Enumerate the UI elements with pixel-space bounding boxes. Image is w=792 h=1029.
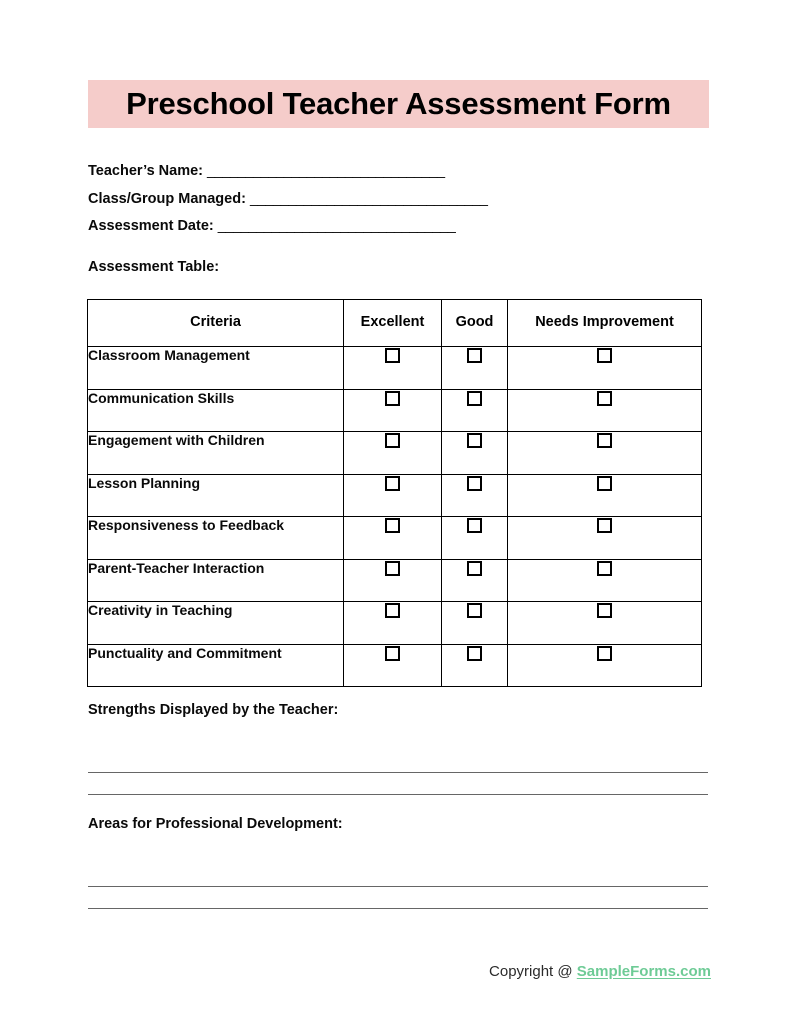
checkbox-empty-icon[interactable] <box>597 348 612 363</box>
checkbox-cell-excellent[interactable] <box>344 517 442 560</box>
checkbox-cell-needs-improvement[interactable] <box>508 432 702 475</box>
checkbox-cell-good[interactable] <box>442 474 508 517</box>
checkbox-empty-icon[interactable] <box>467 348 482 363</box>
column-header-criteria: Criteria <box>88 300 344 347</box>
footer <box>0 963 792 980</box>
column-header-needs-improvement: Needs Improvement <box>508 300 702 347</box>
checkbox-cell-excellent[interactable] <box>344 347 442 390</box>
checkbox-empty-icon[interactable] <box>597 391 612 406</box>
checkbox-empty-icon[interactable] <box>385 561 400 576</box>
checkbox-cell-needs-improvement[interactable] <box>508 559 702 602</box>
areas-write-line-1[interactable] <box>88 886 708 887</box>
checkbox-empty-icon[interactable] <box>467 433 482 448</box>
criteria-label: Lesson Planning <box>88 474 344 517</box>
field-teacher-name-input[interactable]: _______________________________ <box>207 163 445 179</box>
checkbox-empty-icon[interactable] <box>467 391 482 406</box>
checkbox-empty-icon[interactable] <box>385 476 400 491</box>
header-fields <box>88 158 728 241</box>
checkbox-cell-needs-improvement[interactable] <box>508 347 702 390</box>
checkbox-cell-good[interactable] <box>442 432 508 475</box>
field-teacher-name <box>88 158 728 186</box>
areas-write-line-2[interactable] <box>88 908 708 909</box>
checkbox-cell-excellent[interactable] <box>344 644 442 687</box>
checkbox-cell-good[interactable] <box>442 517 508 560</box>
field-class-group-label: Class/Group Managed: <box>88 190 246 207</box>
checkbox-cell-good[interactable] <box>442 347 508 390</box>
checkbox-cell-needs-improvement[interactable] <box>508 389 702 432</box>
criteria-label: Punctuality and Commitment <box>88 644 344 687</box>
checkbox-empty-icon[interactable] <box>385 646 400 661</box>
checkbox-cell-excellent[interactable] <box>344 432 442 475</box>
checkbox-empty-icon[interactable] <box>597 433 612 448</box>
checkbox-cell-needs-improvement[interactable] <box>508 474 702 517</box>
checkbox-cell-good[interactable] <box>442 389 508 432</box>
checkbox-cell-needs-improvement[interactable] <box>508 517 702 560</box>
strengths-section <box>88 702 708 795</box>
table-row <box>88 389 702 432</box>
strengths-write-line-1[interactable] <box>88 772 708 773</box>
table-row <box>88 517 702 560</box>
checkbox-cell-needs-improvement[interactable] <box>508 644 702 687</box>
sampleforms-link[interactable]: SampleForms.com <box>576 963 711 980</box>
field-class-group-input[interactable]: _______________________________ <box>249 190 488 207</box>
checkbox-empty-icon[interactable] <box>597 476 612 491</box>
checkbox-empty-icon[interactable] <box>467 518 482 533</box>
criteria-label: Engagement with Children <box>88 432 344 475</box>
table-row <box>88 644 702 687</box>
checkbox-cell-needs-improvement[interactable] <box>508 602 702 645</box>
criteria-label: Responsiveness to Feedback <box>88 517 344 560</box>
field-assessment-date-input[interactable]: _______________________________ <box>217 218 456 234</box>
assessment-table <box>87 299 702 687</box>
table-row <box>88 347 702 390</box>
field-assessment-date-label: Assessment Date: <box>88 218 214 234</box>
criteria-label: Communication Skills <box>88 389 344 432</box>
checkbox-cell-good[interactable] <box>442 602 508 645</box>
checkbox-empty-icon[interactable] <box>597 603 612 618</box>
checkbox-empty-icon[interactable] <box>467 476 482 491</box>
column-header-excellent: Excellent <box>344 300 442 347</box>
checkbox-cell-good[interactable] <box>442 644 508 687</box>
table-header-row <box>88 300 702 347</box>
checkbox-empty-icon[interactable] <box>385 348 400 363</box>
checkbox-cell-excellent[interactable] <box>344 559 442 602</box>
checkbox-cell-good[interactable] <box>442 559 508 602</box>
field-assessment-date <box>88 213 728 241</box>
criteria-label: Parent-Teacher Interaction <box>88 559 344 602</box>
checkbox-cell-excellent[interactable] <box>344 389 442 432</box>
checkbox-empty-icon[interactable] <box>467 646 482 661</box>
checkbox-cell-excellent[interactable] <box>344 474 442 517</box>
checkbox-empty-icon[interactable] <box>597 646 612 661</box>
checkbox-empty-icon[interactable] <box>597 561 612 576</box>
areas-section <box>88 816 708 909</box>
table-row <box>88 474 702 517</box>
title-container <box>88 80 709 128</box>
table-row <box>88 602 702 645</box>
checkbox-empty-icon[interactable] <box>385 603 400 618</box>
checkbox-empty-icon[interactable] <box>467 603 482 618</box>
assessment-table-label: Assessment Table: <box>88 259 220 275</box>
checkbox-empty-icon[interactable] <box>467 561 482 576</box>
checkbox-cell-excellent[interactable] <box>344 602 442 645</box>
checkbox-empty-icon[interactable] <box>597 518 612 533</box>
field-class-group <box>88 186 728 214</box>
strengths-heading: Strengths Displayed by the Teacher: <box>88 702 339 718</box>
checkbox-empty-icon[interactable] <box>385 433 400 448</box>
page-title: Preschool Teacher Assessment Form <box>88 80 709 128</box>
field-teacher-name-label: Teacher’s Name: <box>88 163 203 179</box>
checkbox-empty-icon[interactable] <box>385 518 400 533</box>
checkbox-empty-icon[interactable] <box>385 391 400 406</box>
criteria-label: Classroom Management <box>88 347 344 390</box>
areas-heading: Areas for Professional Development: <box>88 816 343 832</box>
column-header-good: Good <box>442 300 508 347</box>
strengths-write-line-2[interactable] <box>88 794 708 795</box>
table-row <box>88 559 702 602</box>
copyright-text: Copyright @ <box>489 963 577 980</box>
criteria-label: Creativity in Teaching <box>88 602 344 645</box>
table-row <box>88 432 702 475</box>
